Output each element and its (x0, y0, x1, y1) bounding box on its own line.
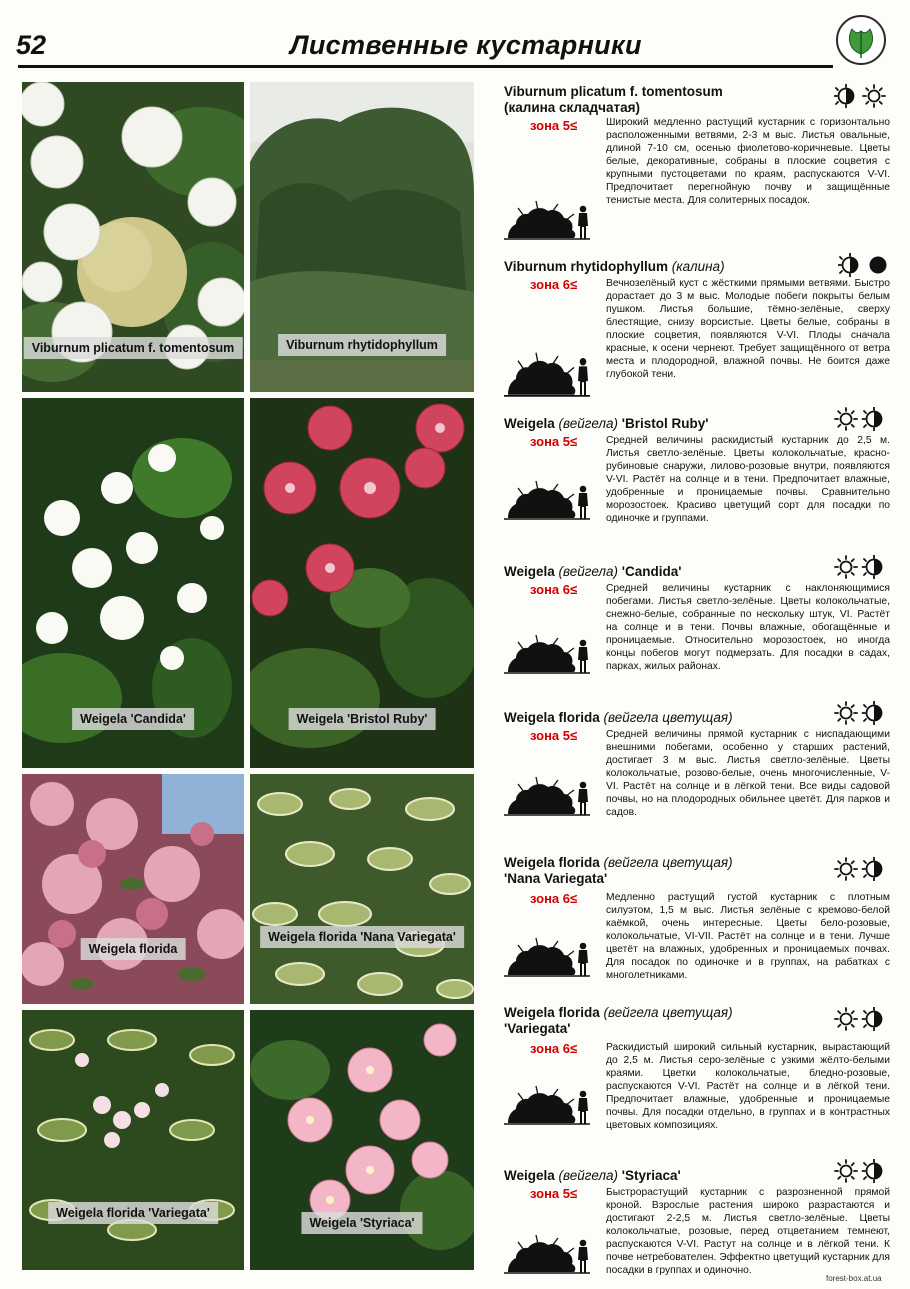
sun-icon (834, 407, 886, 431)
sun-icon (834, 1159, 886, 1183)
shrub-silhouette-icon (504, 476, 594, 520)
plant-latin-name: Weigela (вейгела) 'Candida' (504, 564, 682, 579)
hardiness-zone: зона 5≤ (530, 118, 578, 133)
watermark: forest-box.at.ua (826, 1274, 882, 1283)
photo-caption: Weigela florida 'Variegata' (48, 1202, 218, 1224)
photo-caption: Viburnum rhytidophyllum (278, 334, 446, 356)
plant-description: Средней величины раскидистый кустарник до 2,5 м. Листья светло-зелёные. Цветы колокольчатые, красно-рубиновые снаружи, лилово-розовые внутри, появляются V-VI. Растёт на солнце и в тени. Предпочитает влажные, удобренные и проницаемые почвы. Сравнительно морозостоек. Красиво цветущий сорт для посадки по одиночке и группами. (606, 435, 890, 524)
sun-icon (834, 701, 886, 725)
shrub-silhouette-icon (504, 1230, 594, 1274)
plant-entry (504, 1168, 890, 1276)
plant-entry (504, 259, 890, 380)
page-title: Лиственные кустарники (290, 30, 642, 60)
page-number: 52 (16, 30, 47, 60)
photo-weigela-florida (22, 774, 244, 1004)
sun-icon (834, 857, 886, 881)
plant-latin-name: Viburnum rhytidophyllum (калина) (504, 259, 725, 274)
plant-latin-name: Weigela florida (вейгела цветущая) (504, 855, 733, 870)
plant-entry (504, 416, 890, 524)
photo-weigela-florida-variegata (22, 1010, 244, 1270)
plant-entry (504, 564, 890, 672)
photo-caption: Weigela 'Styriaca' (301, 1212, 422, 1234)
hardiness-zone: зона 6≤ (530, 582, 578, 597)
plant-latin-name: Viburnum plicatum f. tomentosum (504, 84, 723, 99)
shrub-silhouette-icon (504, 630, 594, 674)
plant-description: Вечнозелёный куст с жёсткими прямыми ветвями. Быстро дорастает до 3 м выс. Молодые побеги покрыты белым пушком. Листья большие, тёмно-зелёные, сверху блестящие, снизу ворсистые. Цветы белые, собраны в плоские соцветия, появляются V-VI. Плоды сначала красные, к осени чернеют. Требует защищённого от ветра места и плодородной, влажной почвы. Не боится даже глубокой тени. (606, 278, 890, 380)
plant-entry (504, 1005, 890, 1131)
header-rule (18, 65, 833, 68)
hardiness-zone: зона 5≤ (530, 728, 578, 743)
photo-viburnum-plicatum (22, 82, 244, 392)
photo-caption: Weigela 'Bristol Ruby' (289, 708, 436, 730)
plant-entry (504, 710, 890, 818)
sun-icon (834, 1007, 886, 1031)
photo-caption: Weigela florida 'Nana Variegata' (260, 926, 464, 948)
hardiness-zone: зона 5≤ (530, 434, 578, 449)
photo-caption: Weigela florida (81, 938, 186, 960)
plant-description: Широкий медленно растущий кустарник с горизонтально расположенными ветвями, 2-3 м выс. Листья овальные, длиной 7-10 см, осенью фиолетово-коричневые. Цветы белые, декоративные, собраны в плоские соцветия с крупными пустоцветами по краям, распускаются V-VI. Предпочитает перегнойную почву и защищённые тенистые места. Для солитерных посадок. (606, 117, 890, 206)
photo-weigela-candida (22, 398, 244, 768)
plant-russian-name: (калина складчатая) (504, 100, 640, 115)
shrub-silhouette-icon (504, 933, 594, 977)
plant-description: Раскидистый широкий сильный кустарник, вырастающий до 2,5 м. Листья серо-зелёные с узкими жёлто-белыми краями. Цветки колокольчатые, бледно-розовые, распускаются V-VI. Растёт на солнце и в лёгкой тени. Предпочитает влажные, удобренные и проницаемые почвы. Для посадки отдельно, в группах и в контрастных цветовых композициях. (606, 1042, 890, 1131)
photo-caption: Weigela 'Candida' (72, 708, 194, 730)
plant-cultivar: 'Nana Variegata' (504, 871, 608, 886)
plant-latin-name: Weigela florida (вейгела цветущая) (504, 1005, 733, 1020)
photo-weigela-styriaca (250, 1010, 474, 1270)
photo-weigela-bristol-ruby (250, 398, 474, 768)
plant-entry (504, 855, 890, 981)
hardiness-zone: зона 5≤ (530, 1186, 578, 1201)
hardiness-zone: зона 6≤ (530, 1041, 578, 1056)
plant-entry (504, 84, 890, 206)
leaf-logo-icon (835, 14, 887, 66)
photo-caption: Viburnum plicatum f. tomentosum (24, 337, 243, 359)
page-header (0, 0, 910, 70)
plant-cultivar: 'Variegata' (504, 1021, 571, 1036)
photo-viburnum-rhytidophyllum (250, 82, 474, 392)
photo-grid (22, 82, 474, 1270)
plant-latin-name: Weigela (вейгела) 'Bristol Ruby' (504, 416, 709, 431)
shrub-silhouette-icon (504, 196, 594, 240)
half-shade-icon (838, 253, 890, 277)
half-shade-icon (834, 84, 886, 108)
photo-weigela-nana-variegata (250, 774, 474, 1004)
plant-description: Медленно растущий густой кустарник с плотным силуэтом, 1,5 м выс. Листья зелёные с кремово-белой каёмкой, очень интересные. Цветы бело-розовые, колокольчатые, VI-VII. Растёт на солнце и в тени. Лучше цветёт на влажных, удобренных и проницаемых почвах. Для посадок по одиночке и в группах, на рабатках с многолетниками. (606, 892, 890, 981)
hardiness-zone: зона 6≤ (530, 891, 578, 906)
plant-latin-name: Weigela (вейгела) 'Styriaca' (504, 1168, 681, 1183)
plant-description: Средней величины прямой кустарник с ниспадающими внешними побегами, особенно у старших растений, достигает 3 м выс. Листья светло-зелёные. Цветы колокольчатые, розово-белые, очень многочисленные, V-VI. Растёт на солнце и в лёгкой тени. Все виды садовой почвы, но на плодородных обильнее цветёт. Для парков и садов. (606, 729, 890, 818)
sun-icon (834, 555, 886, 579)
plant-description: Быстрорастущий кустарник с разрозненной прямой кроной. Взрослые растения широко разрастаются и достигают 2-2,5 м. Листья светло-зелёные. Цветы колокольчатые, розовые, перед отцветанием темнеют, распускаются V-VI. Растут на солнце и в лёгкой тени. К почве нетребователен. Эффектно цветущий кустарник для посадки в группах и одиночно. (606, 1187, 890, 1276)
hardiness-zone: зона 6≤ (530, 277, 578, 292)
plant-latin-name: Weigela florida (вейгела цветущая) (504, 710, 733, 725)
shrub-silhouette-icon (504, 1081, 594, 1125)
plant-description: Средней величины кустарник с наклоняющимися побегами. Листья светло-зелёные. Цветы колокольчатые, снежно-белые, собранные по нескольку штук, VI. Растёт на солнце и в тени. Почвы влажные, обогащённые и проницаемые. Относительно морозостоек, но иногда концы побегов могут подмерзать. Для посадки в садах, парках, жилых районах. (606, 583, 890, 672)
shrub-silhouette-icon (504, 347, 594, 397)
shrub-silhouette-icon (504, 772, 594, 816)
